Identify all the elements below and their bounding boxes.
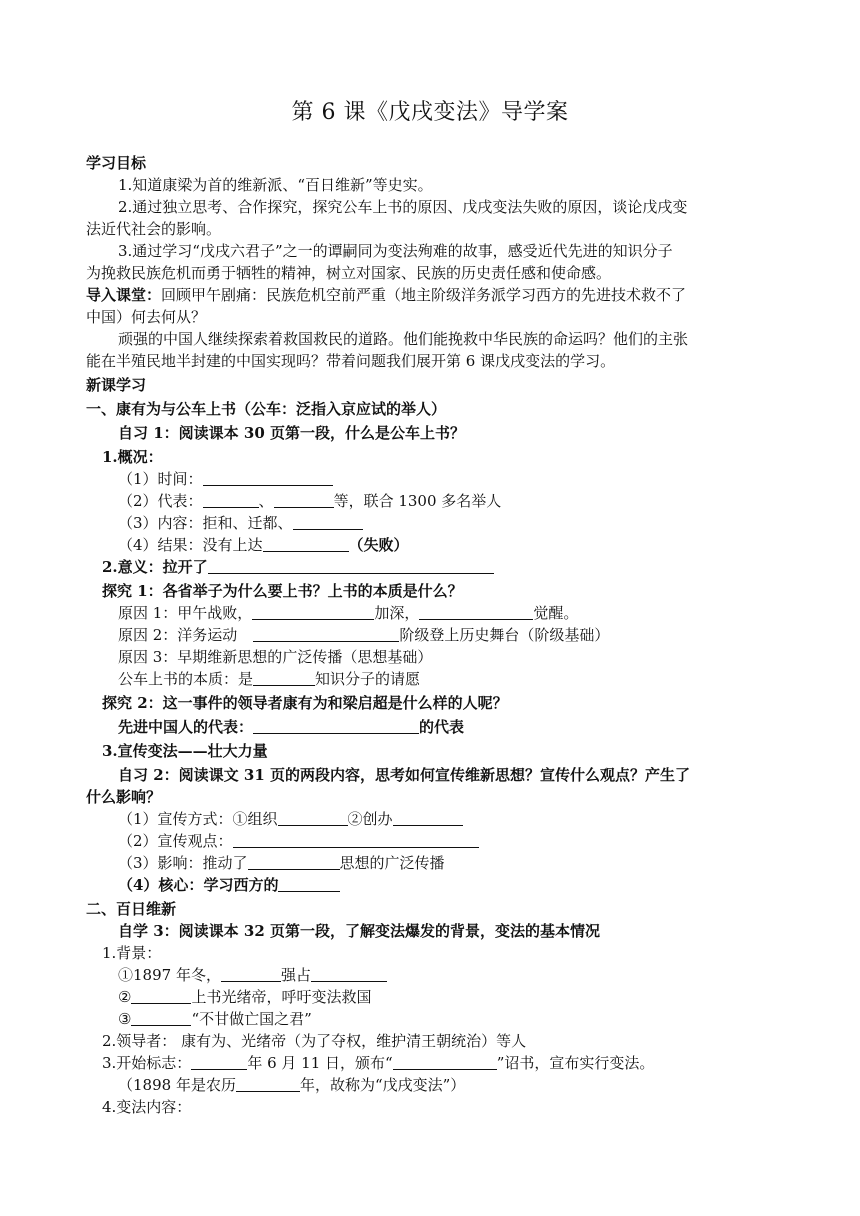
propaganda-view xyxy=(118,830,479,852)
reform-content: 4.变法内容： xyxy=(102,1098,192,1116)
objective-1: 1.知道康梁为首的维新派、“百日维新”等史实。 xyxy=(118,176,433,194)
overview-heading: 1.概况： xyxy=(102,448,163,466)
background-2 xyxy=(118,986,371,1008)
reason-2-blank[interactable] xyxy=(253,625,399,642)
essence-blank[interactable] xyxy=(253,669,315,686)
influence-label: （3）影响：推动了 xyxy=(118,854,248,872)
self-study-2-line-1: 自习 2：阅读课文 31 页的两段内容，思考如何宣传维新思想？宣传什么观点？产生了 xyxy=(118,766,690,784)
reason-2-label: 原因 2：洋务运动 xyxy=(118,626,238,644)
background-3-label: ③ xyxy=(118,1010,132,1028)
essence-tail: 知识分子的请愿 xyxy=(315,670,421,688)
start-mid: 年 6 月 11 日，颁布“ xyxy=(247,1054,393,1072)
self-study-2-line-2: 什么影响？ xyxy=(86,788,162,806)
reason-1-mid: 加深， xyxy=(374,604,420,622)
self-study-3: 自学 3：阅读课本 32 页第一段，了解变法爆发的背景，变法的基本情况 xyxy=(118,922,600,940)
background-3-tail: “不甘做亡国之君” xyxy=(191,1010,312,1028)
core-blank[interactable] xyxy=(278,875,340,892)
influence-tail: 思想的广泛传播 xyxy=(339,854,445,872)
reason-1-label: 原因 1：甲午战败， xyxy=(118,604,253,622)
objective-2-line-2: 法近代社会的影响。 xyxy=(86,220,222,238)
objective-2-line-1: 2.通过独立思考、合作探究，探究公车上书的原因、戊戌变法失败的原因，谈论戊戌变 xyxy=(118,198,688,216)
reason-1-blank-2[interactable] xyxy=(419,603,533,620)
advanced-tail: 的代表 xyxy=(419,718,465,736)
advanced-label: 先进中国人的代表： xyxy=(118,718,254,736)
overview-time-label: （1）时间： xyxy=(118,470,203,488)
page-title: 第 6 课《戊戌变法》导学案 xyxy=(291,100,569,125)
background-1 xyxy=(118,964,387,986)
background-1-mid: 强占 xyxy=(280,966,311,984)
method-label: （1）宣传方式：①组织 xyxy=(118,810,278,828)
significance-label: 2.意义：拉开了 xyxy=(102,558,208,576)
background-2-blank[interactable] xyxy=(131,987,191,1004)
background-2-label: ② xyxy=(118,988,132,1006)
background-3-blank[interactable] xyxy=(131,1009,191,1026)
intro-line-4: 能在半殖民地半封建的中国实现吗？带着问题我们展开第 6 课戊戌变法的学习。 xyxy=(86,352,616,370)
objectives-heading: 学习目标 xyxy=(86,154,147,172)
section-2-heading: 二、百日维新 xyxy=(86,900,177,918)
overview-result xyxy=(118,534,409,556)
result-tail: （失败） xyxy=(348,536,409,554)
self-study-1: 自习 1：阅读课本 30 页第一段，什么是公车上书？ xyxy=(118,424,465,442)
explore-2: 探究 2：这一事件的领导者康有为和梁启超是什么样的人呢？ xyxy=(102,694,508,712)
overview-time xyxy=(118,468,333,490)
reason-2 xyxy=(118,624,609,646)
leaders: 2.领导者： 康有为、光绪帝（为了夺权，维护清王朝统治）等人 xyxy=(102,1032,527,1050)
intro-text-1: 回顾甲午剧痛：民族危机空前严重（地主阶级洋务派学习西方的先进技术救不了 xyxy=(161,286,687,304)
start-marker xyxy=(102,1052,654,1074)
background-1-label: ①1897 年冬， xyxy=(118,966,221,984)
intro-line-2: 中国）何去何从？ xyxy=(86,308,207,326)
representatives-label: （2）代表： xyxy=(118,492,203,510)
method-mid: ②创办 xyxy=(347,810,393,828)
edict-blank[interactable] xyxy=(393,1053,497,1070)
intro-line-1 xyxy=(86,284,686,306)
method-blank-2[interactable] xyxy=(393,809,463,826)
background-1-blank-2[interactable] xyxy=(311,965,387,982)
core-label: （4）核心：学习西方的 xyxy=(118,876,279,894)
representatives-separator: 、 xyxy=(258,492,274,510)
overview-content xyxy=(118,512,363,534)
reason-1-tail: 觉醒。 xyxy=(533,604,579,622)
propaganda-core xyxy=(118,874,340,896)
start-year-blank[interactable] xyxy=(191,1053,247,1070)
advanced-representative xyxy=(118,716,464,738)
year-note-tail: 年，故称为“戊戌变法”） xyxy=(299,1076,466,1094)
advanced-blank[interactable] xyxy=(253,717,419,734)
content-blank[interactable] xyxy=(293,513,363,530)
background-heading: 1.背景： xyxy=(102,944,162,962)
new-lesson-heading: 新课学习 xyxy=(86,376,147,394)
background-3 xyxy=(118,1008,312,1030)
representatives-tail: 等，联合 1300 多名举人 xyxy=(333,492,502,510)
time-blank[interactable] xyxy=(203,469,333,486)
reason-3: 原因 3：早期维新思想的广泛传播（思想基础） xyxy=(118,648,433,666)
view-blank[interactable] xyxy=(233,831,479,848)
lunar-year-blank[interactable] xyxy=(236,1075,300,1092)
year-note-label: （1898 年是农历 xyxy=(118,1076,236,1094)
reason-2-tail: 阶级登上历史舞台（阶级基础） xyxy=(399,626,610,644)
propaganda-influence xyxy=(118,852,445,874)
start-label: 3.开始标志： xyxy=(102,1054,192,1072)
result-blank[interactable] xyxy=(263,535,349,552)
method-blank-1[interactable] xyxy=(278,809,348,826)
result-label: （4）结果：没有上达 xyxy=(118,536,263,554)
view-label: （2）宣传观点： xyxy=(118,832,233,850)
background-2-tail: 上书光绪帝，呼吁变法救国 xyxy=(191,988,372,1006)
essence-label: 公车上书的本质：是 xyxy=(118,670,254,688)
representative-blank-1[interactable] xyxy=(203,491,259,508)
overview-representatives xyxy=(118,490,501,512)
representative-blank-2[interactable] xyxy=(274,491,334,508)
propaganda-heading: 3.宣传变法——壮大力量 xyxy=(102,742,268,760)
essence xyxy=(118,668,420,690)
objective-3-line-2: 为挽救民族危机而勇于牺牲的精神，树立对国家、民族的历史责任感和使命感。 xyxy=(86,264,612,282)
year-note xyxy=(118,1074,465,1096)
significance-blank[interactable] xyxy=(208,557,494,574)
objective-3-line-1: 3.通过学习“戊戌六君子”之一的谭嗣同为变法殉难的故事，感受近代先进的知识分子 xyxy=(118,242,673,260)
reason-1 xyxy=(118,602,578,624)
influence-blank[interactable] xyxy=(248,853,340,870)
section-1-heading: 一、康有为与公车上书（公车：泛指入京应试的举人） xyxy=(86,400,447,418)
intro-heading: 导入课堂： xyxy=(86,286,162,304)
start-tail: ”诏书，宣布实行变法。 xyxy=(496,1054,655,1072)
intro-line-3: 顽强的中国人继续探索着救国救民的道路。他们能挽救中华民族的命运吗？他们的主张 xyxy=(118,330,689,348)
reason-1-blank-1[interactable] xyxy=(252,603,374,620)
background-1-blank-1[interactable] xyxy=(221,965,281,982)
significance xyxy=(102,556,494,578)
content-label: （3）内容：拒和、迁都、 xyxy=(118,514,293,532)
explore-1: 探究 1：各省举子为什么要上书？上书的本质是什么？ xyxy=(102,582,463,600)
propaganda-method xyxy=(118,808,463,830)
